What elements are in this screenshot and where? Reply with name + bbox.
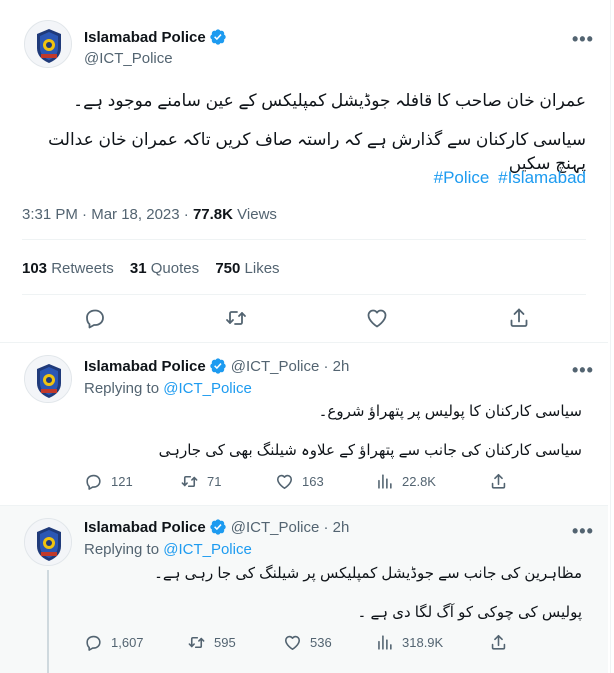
- retweet-icon: [180, 472, 199, 491]
- reply-icon: [83, 306, 107, 330]
- retweet-button[interactable]: [180, 472, 221, 491]
- reply-text-line1: مظاہرین کی جانب سے جوڈیشل کمپلیکس پر شیلنگ کی جا رہی ہے۔: [154, 565, 582, 582]
- like-icon: [275, 472, 294, 491]
- likes-count: 750: [215, 260, 241, 277]
- tweet-text-line2: سیاسی کارکنان سے گذارش ہے کہ راستہ صاف کریں تاکہ عمران خان عدالت پہنچ سکیں: [48, 130, 586, 173]
- police-badge-icon: [25, 21, 72, 68]
- hashtags: [430, 168, 586, 188]
- author-name-row: [84, 518, 349, 536]
- reply-time[interactable]: 2h: [332, 357, 350, 375]
- retweet-icon: [224, 306, 248, 330]
- police-badge-icon: [25, 356, 72, 403]
- share-button[interactable]: [507, 306, 531, 330]
- hashtag-police[interactable]: #Police: [433, 168, 490, 187]
- like-icon: [283, 633, 302, 652]
- views-button[interactable]: [375, 472, 436, 491]
- likes-stat[interactable]: [215, 260, 279, 277]
- share-icon: [489, 633, 508, 652]
- tweet-date[interactable]: Mar 18, 2023: [91, 206, 180, 223]
- tweet-time[interactable]: 3:31 PM: [22, 206, 78, 223]
- quotes-label: Quotes: [150, 260, 200, 277]
- reply-text-line2: سیاسی کارکنان کی جانب سے پتھراؤ کے علاوہ شیلنگ بھی کی جارہی: [158, 442, 582, 459]
- like-button[interactable]: [283, 633, 332, 652]
- replying-to: [84, 541, 252, 558]
- views-button[interactable]: [375, 633, 443, 652]
- more-options-button[interactable]: •••: [572, 29, 594, 49]
- share-icon: [489, 472, 508, 491]
- meta-separator: ·: [183, 206, 193, 223]
- retweet-button[interactable]: [224, 306, 248, 330]
- views-icon: [375, 633, 394, 652]
- right-border: [610, 0, 611, 673]
- reply-icon: [84, 633, 103, 652]
- retweet-icon: [187, 633, 206, 652]
- display-name[interactable]: Islamabad Police: [84, 518, 206, 536]
- meta-separator: ·: [82, 206, 92, 223]
- like-button[interactable]: [365, 306, 389, 330]
- reply-button[interactable]: [84, 633, 144, 652]
- reply-time[interactable]: 2h: [332, 518, 350, 536]
- dot-separator: ·: [319, 357, 333, 375]
- reply-icon: [84, 472, 103, 491]
- likes-label: Likes: [244, 260, 280, 277]
- verified-badge-icon: [209, 518, 227, 536]
- handle[interactable]: @ICT_Police: [230, 518, 320, 536]
- like-count: 536: [310, 635, 332, 650]
- thread-connector-line: [47, 570, 49, 673]
- author-name-row: [84, 357, 349, 375]
- views-label: Views: [237, 206, 277, 223]
- share-icon: [507, 306, 531, 330]
- avatar[interactable]: [24, 355, 72, 403]
- more-options-button[interactable]: •••: [572, 521, 594, 541]
- reply-tweet-1[interactable]: [0, 343, 608, 505]
- reply-button[interactable]: [84, 472, 133, 491]
- views-count: 77.8K: [192, 206, 233, 223]
- verified-badge-icon: [209, 28, 227, 46]
- retweets-count: 103: [22, 260, 48, 277]
- reply-count: 1,607: [111, 635, 144, 650]
- tweet-meta: [22, 206, 277, 223]
- views-icon: [375, 472, 394, 491]
- views-count: 22.8K: [402, 474, 436, 489]
- reply-tweet-2[interactable]: [0, 506, 608, 673]
- handle[interactable]: @ICT_Police: [84, 50, 173, 67]
- reply-text-line2: پولیس کی چوکی کو آگ لگا دی ہے ۔: [357, 604, 582, 621]
- display-name[interactable]: Islamabad Police: [84, 357, 206, 375]
- hashtag-islamabad[interactable]: #Islamabad: [498, 168, 586, 187]
- reply-count: 121: [111, 474, 133, 489]
- quotes-stat[interactable]: [130, 260, 199, 277]
- retweet-button[interactable]: [187, 633, 236, 652]
- tweet-text-line1: عمران خان صاحب کا قافلہ جوڈیشل کمپلیکس کے عین سامنے موجود ہے۔: [73, 91, 586, 110]
- reply-text-line1: سیاسی کارکنان کا پولیس پر پتھراؤ شروع۔: [318, 403, 582, 420]
- divider: [22, 294, 586, 295]
- display-name[interactable]: Islamabad Police: [84, 28, 206, 46]
- author-name-row: [84, 28, 227, 46]
- dot-separator: ·: [319, 518, 333, 536]
- more-options-button[interactable]: •••: [572, 360, 594, 380]
- reply-action-bar: [84, 472, 604, 494]
- verified-badge-icon: [209, 357, 227, 375]
- avatar[interactable]: [24, 20, 72, 68]
- reply-button[interactable]: [83, 306, 107, 330]
- replying-prefix: Replying to: [84, 541, 160, 558]
- quotes-count: 31: [129, 260, 147, 277]
- like-icon: [365, 306, 389, 330]
- like-button[interactable]: [275, 472, 324, 491]
- retweets-stat[interactable]: [22, 260, 114, 277]
- share-button[interactable]: [489, 472, 508, 491]
- replying-handle-link[interactable]: @ICT_Police: [163, 380, 252, 397]
- views-count: 318.9K: [402, 635, 444, 650]
- replying-to: [84, 380, 252, 397]
- handle[interactable]: @ICT_Police: [230, 357, 320, 375]
- replying-handle-link[interactable]: @ICT_Police: [163, 541, 252, 558]
- share-button[interactable]: [489, 633, 508, 652]
- divider: [22, 239, 586, 240]
- retweets-label: Retweets: [51, 260, 114, 277]
- reply-action-bar: [84, 633, 604, 655]
- retweet-count: 595: [214, 635, 236, 650]
- like-count: 163: [302, 474, 324, 489]
- police-badge-icon: [25, 519, 72, 566]
- replying-prefix: Replying to: [84, 380, 160, 397]
- retweet-count: 71: [207, 474, 222, 489]
- avatar[interactable]: [24, 518, 72, 566]
- engagement-stats: [22, 260, 292, 277]
